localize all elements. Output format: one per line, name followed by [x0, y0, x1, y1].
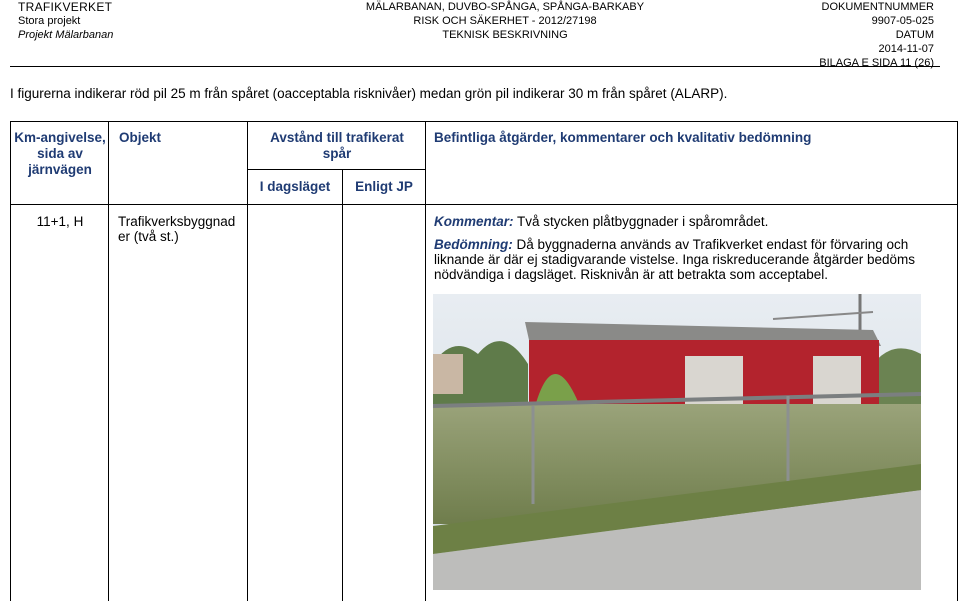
cell-comment — [434, 214, 949, 282]
header-distance-jp: Enligt JP — [355, 179, 413, 194]
table-border-right — [957, 121, 958, 601]
doc-date: 2014-11-07 — [878, 43, 934, 55]
comment-label: Kommentar: — [434, 214, 514, 229]
header-distance: Avstånd till trafikerat spår — [270, 130, 404, 161]
header-right — [819, 0, 934, 70]
col-divider-1 — [108, 121, 109, 601]
header-left — [18, 0, 113, 42]
table-border-left — [10, 121, 11, 601]
doc-number-label: DOKUMENTNUMMER — [821, 1, 934, 13]
date-label: DATUM — [895, 29, 934, 41]
comment-line — [434, 214, 949, 229]
org-name: TRAFIKVERKET — [18, 0, 113, 14]
cell-km: 11+1, H — [36, 214, 84, 229]
assessment-text: Då byggnaderna används av Trafikverket endast för förvaring och liknande är där ej stadigvarande vistelse. Inga riskreducerande åtgärder bedöms nödvändiga i dagsläget. Risknivån är att betrakta som acceptabel. — [434, 237, 916, 282]
doc-title-line1: MÄLARBANAN, DUVBO-SPÅNGA, SPÅNGA-BARKABY — [365, 1, 645, 13]
table-header-bottom — [10, 204, 958, 205]
header-comment: Befintliga åtgärder, kommentarer och kvalitativ bedömning — [434, 130, 812, 145]
buildings-photo — [433, 294, 921, 590]
assessment-line — [434, 237, 949, 282]
org-division: Stora projekt — [18, 15, 81, 27]
header-center — [330, 0, 680, 42]
intro-text: I figurerna indikerar röd pil 25 m från spåret (oacceptabla risknivåer) medan grön pil indikerar 30 m från spåret (ALARP). — [10, 86, 728, 101]
page-number: BILAGA E SIDA 11 (26) — [819, 57, 934, 69]
risk-table — [10, 121, 958, 601]
doc-number: 9907-05-025 — [871, 15, 934, 27]
cell-object: Trafikverksbyggnader (två st.) — [118, 214, 236, 244]
header-divider — [10, 66, 940, 67]
col-divider-3 — [342, 169, 343, 601]
comment-text: Två stycken plåtbyggnader i spårområdet. — [517, 214, 769, 229]
header-distance-now: I dagsläget — [259, 179, 331, 194]
table-border-top — [10, 121, 958, 122]
header-km: Km-angivelse, sida av järnvägen — [14, 130, 106, 177]
assessment-label: Bedömning: — [434, 237, 513, 252]
photo-house-left — [433, 354, 463, 394]
header-object: Objekt — [119, 130, 162, 145]
dist-subheader-line — [247, 169, 425, 170]
doc-title-line3: TEKNISK BESKRIVNING — [442, 29, 568, 41]
col-divider-4 — [425, 121, 426, 601]
doc-title-line2: RISK OCH SÄKERHET - 2012/27198 — [413, 15, 597, 27]
project-name: Projekt Mälarbanan — [18, 29, 114, 41]
